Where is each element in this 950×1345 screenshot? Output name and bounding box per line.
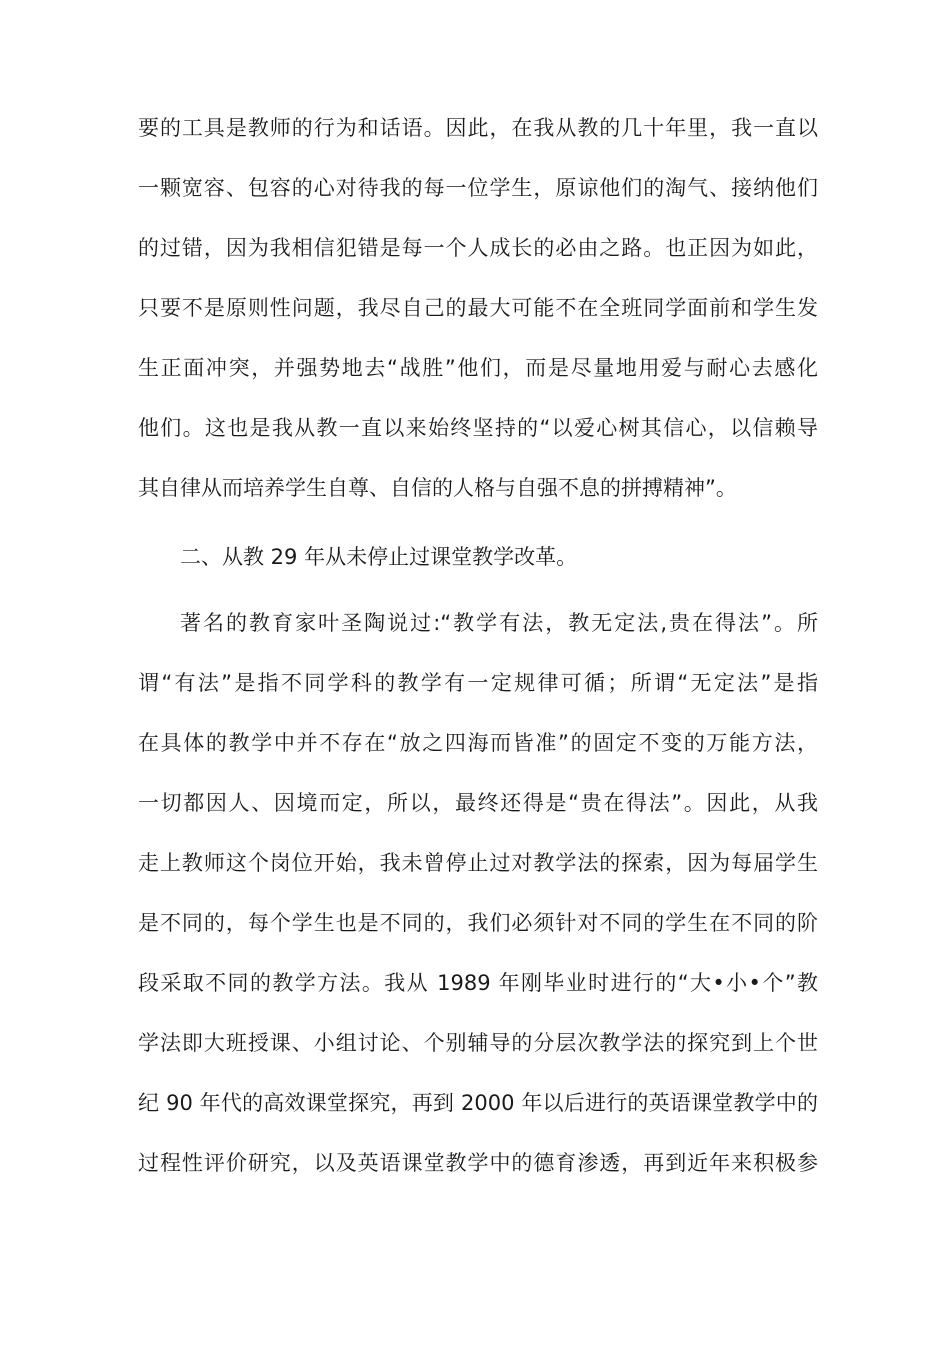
- paragraph-line: 只要不是原则性问题，我尽自己的最大可能不在全班同学面前和学生发: [138, 296, 818, 320]
- paragraph-line: 要的工具是教师的行为和话语。因此，在我从教的几十年里，我一直以: [138, 116, 818, 140]
- paragraph-line: 他们。这也是我从教一直以来始终坚持的“以爱心树其信心，以信赖导: [138, 416, 818, 440]
- paragraph-line: 一颗宽容、包容的心对待我的每一位学生，原谅他们的淘气、接纳他们: [138, 176, 818, 200]
- paragraph-line: 生正面冲突，并强势地去“战胜”他们，而是尽量地用爱与耐心去感化: [138, 356, 818, 380]
- paragraph-line: 走上教师这个岗位开始，我未曾停止过对教学法的探索，因为每届学生: [138, 851, 818, 875]
- paragraph-line: 过程性评价研究，以及英语课堂教学中的德育渗透，再到近年来积极参: [138, 1151, 818, 1175]
- paragraph-line: 的过错，因为我相信犯错是每一个人成长的必由之路。也正因为如此，: [138, 236, 818, 260]
- paragraph-line: 在具体的教学中并不存在“放之四海而皆准”的固定不变的万能方法，: [138, 731, 818, 755]
- paragraph-line: 著名的教育家叶圣陶说过:“教学有法，教无定法,贵在得法”。所: [180, 611, 818, 635]
- section-heading: 二、从教 29 年从未停止过课堂教学改革。: [180, 545, 578, 569]
- paragraph-line: 是不同的，每个学生也是不同的，我们必须针对不同的学生在不同的阶: [138, 911, 818, 935]
- paragraph-line: 纪 90 年代的高效课堂探究，再到 2000 年以后进行的英语课堂教学中的: [138, 1091, 818, 1115]
- paragraph-line: 段采取不同的教学方法。我从 1989 年刚毕业时进行的“大•小•个”教: [138, 971, 818, 995]
- paragraph-continued: [138, 98, 818, 518]
- paragraph-teaching-reform: [138, 593, 818, 1193]
- paragraph-line: 其自律从而培养学生自尊、自信的人格与自强不息的拼搏精神”。: [138, 476, 737, 500]
- paragraph-line: 学法即大班授课、小组讨论、个别辅导的分层次教学法的探究到上个世: [138, 1031, 818, 1055]
- paragraph-line: 一切都因人、因境而定，所以，最终还得是“贵在得法”。因此，从我: [138, 791, 818, 815]
- paragraph-line: 谓“有法”是指不同学科的教学有一定规律可循；所谓“无定法”是指: [138, 671, 818, 695]
- section-heading-block: [138, 527, 818, 587]
